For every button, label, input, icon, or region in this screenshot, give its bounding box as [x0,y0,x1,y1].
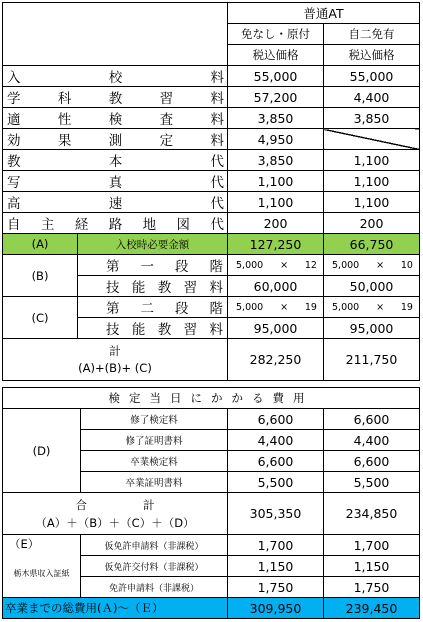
license-item-label: 仮免許申請料（非課税） [81,535,228,556]
total-title: 合計 [75,497,211,512]
license-item-col2: 1,700 [324,535,420,556]
subtotal-title: 計 [109,343,121,358]
fee-col1: 3,850 [228,150,324,171]
stage2-col1-calc: 5,000 × 19 [236,301,317,313]
license-item-label: 仮免許交付料（非課税） [81,556,228,577]
col2-tax-label: 税込価格 [324,45,420,66]
exam-item-col2: 6,600 [324,409,420,430]
license-item-col1: 1,750 [228,577,324,598]
fee-col1: 55,000 [228,66,324,87]
fee-col1: 1,100 [228,192,324,213]
fee-row [3,129,420,150]
subtotal-formula: (A)+(B)+ (C) [78,360,152,375]
stage2-col1-total: 95,000 [228,318,324,339]
exam-code: (D) [3,409,81,493]
stage1-code: (B) [3,255,78,297]
total-label [3,493,228,535]
grand-total-label: 卒業までの総費用(Ａ)～（Ｅ） [3,598,228,619]
required-col1: 127,250 [228,234,324,255]
license-item-col2: 1,150 [324,556,420,577]
exam-item-col2: 4,400 [324,430,420,451]
exam-item-col2: 6,600 [324,451,420,472]
stage2-name: 第 二 段 階 [106,301,223,317]
stage2-col2-total: 95,000 [324,318,420,339]
fee-label: 高 速 代 [3,192,228,213]
fee-col2: 55,000 [324,66,420,87]
col1-header: 免なし・原付 [228,24,324,45]
required-row [3,234,420,255]
exam-item-label: 修了証明書料 [81,430,228,451]
total-col2: 234,850 [324,493,420,535]
course-header: 普通AT [228,3,420,24]
fee-col1: 1,100 [228,171,324,192]
fee-row [3,150,420,171]
exam-item-label: 修了検定料 [81,409,228,430]
stage1-name: 第 一 段 階 [106,259,223,275]
fee-rows [3,66,420,234]
fee-col2: 1,100 [324,150,420,171]
col1-tax-label: 税込価格 [228,45,324,66]
license-code-cell [3,535,81,598]
required-label: 入校時必要金額 [78,234,228,255]
fee-col2: 1,100 [324,192,420,213]
stage2-code: (C) [3,297,78,339]
required-code: (A) [3,234,78,255]
fee-row [3,171,420,192]
subtotal-label [3,339,228,381]
fee-row [3,192,420,213]
fee-col1: 57,200 [228,87,324,108]
stage1-col1-calc: 5,000 × 12 [236,259,317,271]
stage1-col1-total: 60,000 [228,276,324,297]
fee-col1: 3,850 [228,108,324,129]
exam-item-col1: 4,400 [228,430,324,451]
exam-item-label: 卒業検定料 [81,451,228,472]
grand-total-col2: 239,450 [324,598,420,619]
fee-col2: 4,400 [324,87,420,108]
license-item-col1: 1,150 [228,556,324,577]
exam-item-col2: 5,500 [324,472,420,493]
total-col1: 305,350 [228,493,324,535]
stage2-training: 技 能 教 習 料 [106,322,223,338]
fee-col1: 200 [228,213,324,234]
exam-title: 検定当日にかかる費用 [3,388,420,409]
fee-col1: 4,950 [228,129,324,150]
total-formula: （A）＋（B）＋（C）＋（D） [35,515,195,530]
grand-total-row [3,598,420,619]
grand-total-col1: 309,950 [228,598,324,619]
fee-label: 効 果 測 定 料 [3,129,228,150]
subtotal-col2: 211,750 [324,339,420,381]
license-item-col1: 1,700 [228,535,324,556]
fee-label: 自 主 経 路 地 図 代 [3,213,228,234]
fee-row [3,108,420,129]
subtotal-col1: 282,250 [228,339,324,381]
fee-row [3,213,420,234]
stage2-col2-calc: 5,000 × 19 [332,301,413,313]
fee-col2-not-applicable [324,129,420,150]
fee-col2: 200 [324,213,420,234]
fee-label: 教 本 代 [3,150,228,171]
license-item-col2: 1,750 [324,577,420,598]
fee-row [3,66,420,87]
header-blank [3,3,228,66]
fee-table [2,2,420,381]
exam-item-col1: 6,600 [228,451,324,472]
license-note: 栃木県収入証紙 [13,569,70,578]
stage1-col2-total: 50,000 [324,276,420,297]
exam-item-col1: 6,600 [228,409,324,430]
exam-item-label: 卒業証明書料 [81,472,228,493]
fee-label: 学 科 教 習 料 [3,87,228,108]
license-code: （E） [9,537,40,551]
fee-col2: 3,850 [324,108,420,129]
exam-fee-table [2,387,420,619]
stage1-training: 技 能 教 習 料 [106,280,223,296]
fee-label: 入 校 料 [3,66,228,87]
required-col2: 66,750 [324,234,420,255]
exam-item-col1: 5,500 [228,472,324,493]
license-item-label: 免許申請料（非課税） [81,577,228,598]
fee-col2: 1,100 [324,171,420,192]
fee-row [3,87,420,108]
fee-label: 適 性 検 査 料 [3,108,228,129]
col2-header: 自二免有 [324,24,420,45]
stage1-col2-calc: 5,000 × 10 [332,259,413,271]
fee-label: 写 真 代 [3,171,228,192]
